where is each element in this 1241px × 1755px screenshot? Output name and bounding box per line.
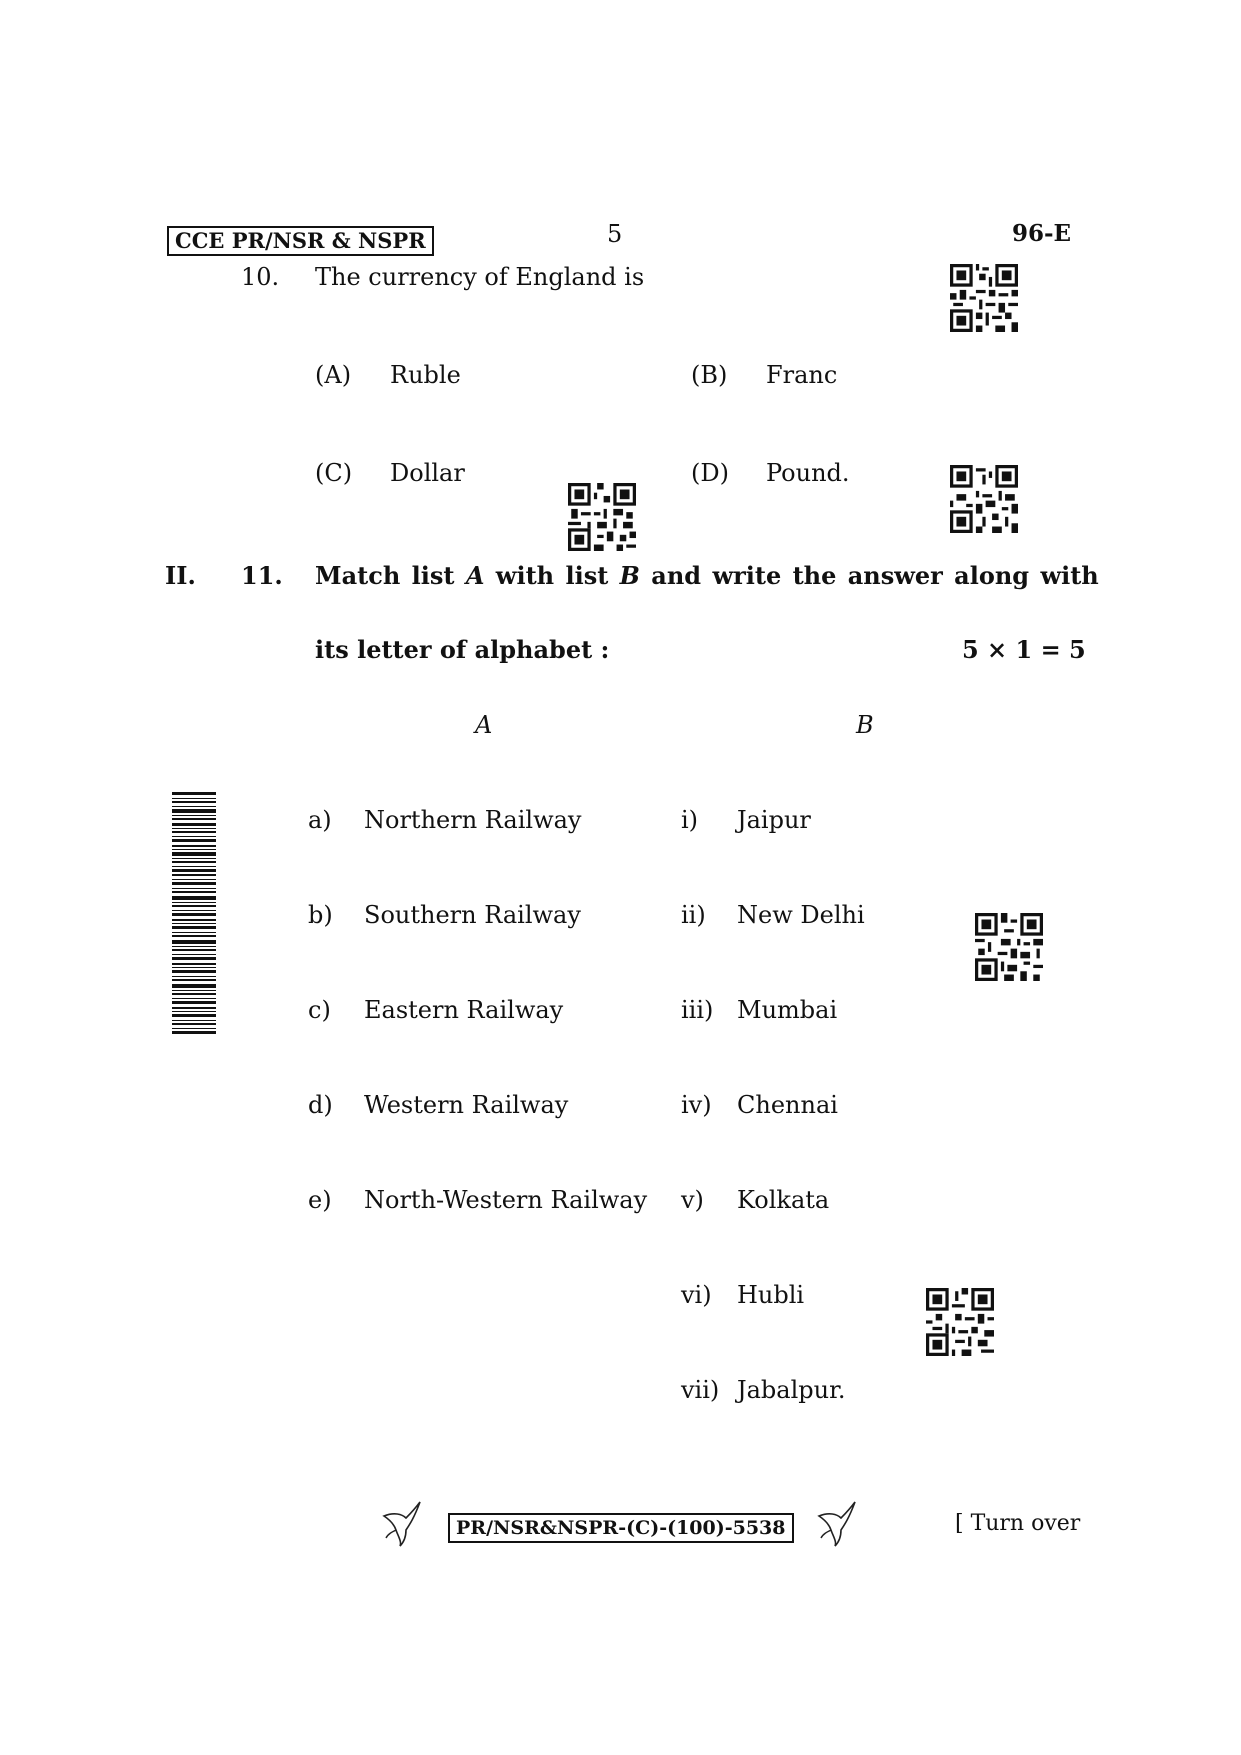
qr-code-icon — [926, 1288, 994, 1356]
list-a-item: Eastern Railway — [364, 996, 564, 1024]
section-number: II. — [165, 561, 196, 590]
header-right-code: 96-E — [1012, 220, 1072, 247]
q11-marks: 5 × 1 = 5 — [962, 635, 1086, 664]
list-b-label: iii) — [681, 996, 714, 1024]
qr-code-icon — [975, 913, 1043, 981]
list-a-item: Northern Railway — [364, 806, 582, 834]
list-a-item: North-Western Railway — [364, 1186, 648, 1214]
list-b-label: ii) — [681, 901, 706, 929]
list-a-label: a) — [308, 806, 332, 834]
list-b-label: v) — [681, 1186, 704, 1214]
q10-option-b-text: Franc — [766, 361, 838, 389]
list-a-label: b) — [308, 901, 333, 929]
dove-icon — [380, 1498, 424, 1548]
list-b-label: vi) — [681, 1281, 712, 1309]
list-b-item: Mumbai — [737, 996, 838, 1024]
qr-code-icon — [950, 465, 1018, 533]
q11-instruction-line2: its letter of alphabet : — [315, 635, 610, 664]
q10-option-c-text: Dollar — [390, 459, 465, 487]
q10-option-a-text: Ruble — [390, 361, 461, 389]
q10-number: 10. — [241, 263, 280, 291]
list-a-heading: A — [475, 711, 493, 739]
list-b-label: i) — [681, 806, 699, 834]
list-b-item: New Delhi — [737, 901, 865, 929]
list-b-item: Jaipur — [737, 806, 811, 834]
list-b-item: Kolkata — [737, 1186, 830, 1214]
q10-option-a-letter: (A) — [315, 361, 352, 389]
q11-number: 11. — [241, 561, 283, 590]
q11-instruction-line1: Match list A with list B and write the answer along with — [315, 561, 1099, 590]
list-a-item: Southern Railway — [364, 901, 581, 929]
q10-option-c-letter: (C) — [315, 459, 353, 487]
list-b-item: Chennai — [737, 1091, 838, 1119]
list-b-item: Jabalpur. — [737, 1376, 846, 1404]
qr-code-icon — [950, 264, 1018, 332]
list-a-label: e) — [308, 1186, 332, 1214]
list-a-label: d) — [308, 1091, 333, 1119]
list-a-item: Western Railway — [364, 1091, 569, 1119]
list-b-heading: B — [856, 711, 874, 739]
q10-option-d-letter: (D) — [691, 459, 729, 487]
q10-option-d-text: Pound. — [766, 459, 850, 487]
q10-text: The currency of England is — [315, 263, 645, 291]
page-number: 5 — [607, 220, 623, 248]
footer-code: PR/NSR&NSPR-(C)-(100)-5538 — [448, 1513, 794, 1543]
list-b-label: iv) — [681, 1091, 712, 1119]
list-a-label: c) — [308, 996, 331, 1024]
list-b-label: vii) — [681, 1376, 720, 1404]
q10-option-b-letter: (B) — [691, 361, 728, 389]
list-b-item: Hubli — [737, 1281, 805, 1309]
header-left-code: CCE PR/NSR & NSPR — [167, 226, 434, 256]
turn-over-text: [ Turn over — [955, 1511, 1081, 1536]
dove-icon — [815, 1498, 859, 1548]
qr-code-icon — [568, 483, 636, 551]
barcode-icon — [172, 792, 216, 1036]
